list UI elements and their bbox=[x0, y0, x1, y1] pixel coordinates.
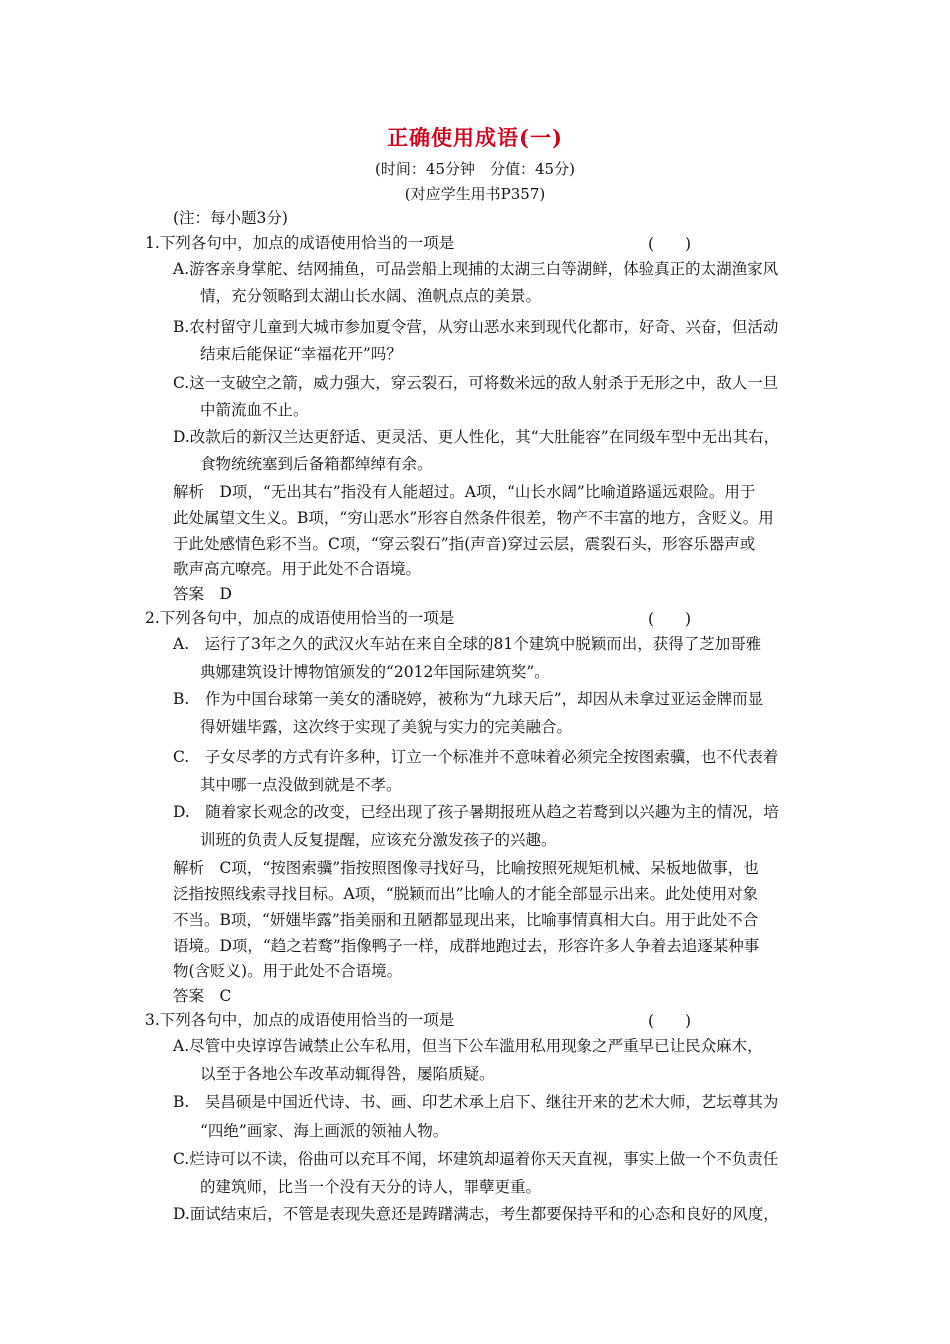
text-line: C.烂诗可以不读，俗曲可以充耳不闻，坏建筑却逼着你天天直视，事实上做一个不负责任 bbox=[173, 1150, 779, 1168]
text-line: B. 作为中国台球第一美女的潘晓婷，被称为“九球天后”，却因从未拿过亚运金牌而显 bbox=[173, 690, 764, 708]
score-note: (注：每小题3分) bbox=[173, 209, 288, 227]
text-line: D.改款后的新汉兰达更舒适、更灵活、更人性化，其“大肚能容”在同级车型中无出其右， bbox=[173, 428, 780, 446]
text-line: 于此处感情色彩不当。C项，“穿云裂石”指(声音)穿过云层，震裂石头，形容乐器声或 bbox=[173, 535, 756, 553]
text-line: 3.下列各句中，加点的成语使用恰当的一项是 bbox=[145, 1011, 455, 1029]
text-line: 其中哪一点没做到就是不孝。 bbox=[200, 776, 402, 794]
text-line: C. 子女尽孝的方式有许多种，订立一个标准并不意味着必须完全按图索骥，也不代表着 bbox=[173, 748, 779, 766]
text-line: 此处属望文生义。B项，“穷山恶水”形容自然条件很差，物产不丰富的地方，含贬义。用 bbox=[173, 509, 774, 527]
text-line: 得妍媸毕露，这次终于实现了美貌与实力的完美融合。 bbox=[200, 718, 573, 736]
text-line: 不当。B项，“妍媸毕露”指美丽和丑陋都显现出来，比喻事情真相大白。用于此处不合 bbox=[173, 911, 759, 929]
text-line: C.这一支破空之箭，威力强大，穿云裂石，可将数米远的敌人射杀于无形之中，敌人一旦 bbox=[173, 374, 779, 392]
text-line: A.游客亲身掌舵、结网捕鱼，可品尝船上现捕的太湖三白等湖鲜，体验真正的太湖渔家风 bbox=[173, 260, 779, 278]
text-line: 歌声高亢嘹亮。用于此处不合语境。 bbox=[173, 560, 422, 578]
text-line: D. 随着家长观念的改变，已经出现了孩子暑期报班从趋之若鹜到以兴趣为主的情况，培 bbox=[173, 803, 779, 821]
text-line: 解析 D项，“无出其右”指没有人能超过。A项，“山长水阔”比喻道路遥远艰险。用于 bbox=[173, 483, 756, 501]
text-line: B. 吴昌硕是中国近代诗、书、画、印艺术承上启下、继往开来的艺术大师，艺坛尊其为 bbox=[173, 1093, 779, 1111]
text-line: “四绝”画家、海上画派的领袖人物。 bbox=[200, 1122, 449, 1140]
text-line: A. 运行了3年之久的武汉火车站在来自全球的81个建筑中脱颖而出，获得了芝加哥雅 bbox=[173, 635, 762, 653]
answer-paren-3: ( ) bbox=[648, 1012, 692, 1030]
text-line: 情，充分领略到太湖山长水阔、渔帆点点的美景。 bbox=[200, 287, 542, 305]
text-line: 答案 D bbox=[173, 585, 232, 603]
text-line: 食物统统塞到后备箱都绰绰有余。 bbox=[200, 455, 433, 473]
text-line: B.农村留守儿童到大城市参加夏令营，从穷山恶水来到现代化都市，好奇、兴奋，但活动 bbox=[173, 318, 779, 336]
text-line: A.尽管中央谆谆告诫禁止公车私用，但当下公车滥用私用现象之严重早已让民众麻木， bbox=[173, 1037, 763, 1055]
answer-paren-1: ( ) bbox=[648, 235, 692, 253]
text-line: 典娜建筑设计博物馆颁发的“2012年国际建筑奖”。 bbox=[200, 663, 550, 681]
text-line: 的建筑师，比当一个没有天分的诗人，罪孽更重。 bbox=[200, 1178, 542, 1196]
page-title: 正确使用成语(一) bbox=[387, 125, 563, 150]
text-line: 解析 C项，“按图索骥”指按照图像寻找好马，比喻按照死规矩机械、呆板地做事，也 bbox=[173, 859, 759, 877]
text-line: 中箭流血不止。 bbox=[200, 401, 309, 419]
text-line: D.面试结束后，不管是表现失意还是踌躇满志，考生都要保持平和的心态和良好的风度， bbox=[173, 1205, 779, 1223]
exam-meta-ref: (对应学生用书P357) bbox=[404, 185, 546, 203]
exam-meta-time: (时间：45分钟 分值：45分) bbox=[375, 160, 575, 178]
text-line: 物(含贬义)。用于此处不合语境。 bbox=[173, 962, 403, 980]
text-line: 训班的负责人反复提醒，应该充分激发孩子的兴趣。 bbox=[200, 831, 557, 849]
text-line: 答案 C bbox=[173, 987, 232, 1005]
text-line: 1.下列各句中，加点的成语使用恰当的一项是 bbox=[145, 234, 455, 252]
text-line: 2.下列各句中，加点的成语使用恰当的一项是 bbox=[145, 609, 455, 627]
text-line: 以至于各地公车改革动辄得咎，屡陷质疑。 bbox=[200, 1065, 495, 1083]
text-line: 结束后能保证“幸福花开”吗？ bbox=[200, 345, 402, 363]
text-line: 语境。D项，“趋之若鹜”指像鸭子一样，成群地跑过去，形容许多人争着去追逐某种事 bbox=[173, 937, 760, 955]
answer-paren-2: ( ) bbox=[648, 610, 692, 628]
text-line: 泛指按照线索寻找目标。A项，“脱颖而出”比喻人的才能全部显示出来。此处使用对象 bbox=[173, 885, 759, 903]
